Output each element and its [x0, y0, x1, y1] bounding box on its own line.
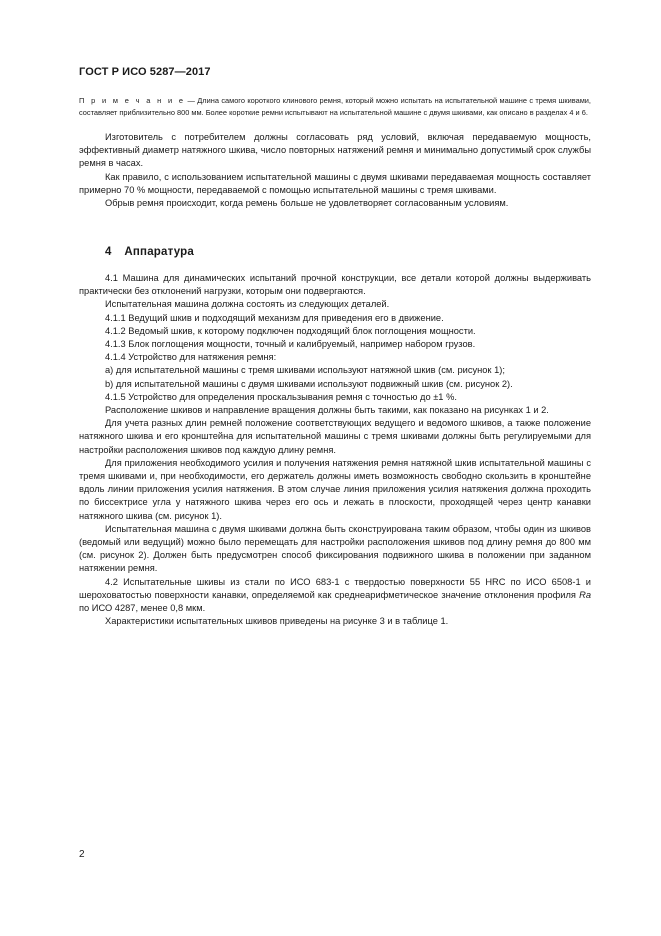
paragraph-belt-lengths: Для учета разных длин ремней положение соответствующих ведущего и ведомого шкивов, а также положение натяжного шкива и его кронштейна для испытательной машины с тремя шкивами должны быть регулируемыми для настройки расположения шкивов под каждую длину ремня.	[79, 418, 591, 455]
paragraph-4-2	[79, 576, 591, 616]
paragraph-4-1: 4.1 Машина для динамических испытаний прочной конструкции, все детали которой должны выдерживать практически без отклонений нагрузки, которым они подвергаются.	[79, 273, 591, 297]
paragraph-two-pulley-machine: Испытательная машина с двумя шкивами должна быть сконструирована таким образом, чтобы один из шкивов (ведомый или ведущий) можно было перемещать для настройки расположения шкивов под длину ремня до 800 мм (см. рисунок 2). Должен быть предусмотрен способ фиксирования подвижного шкива в положении при заданном натяжении ремня.	[79, 523, 591, 574]
section-heading	[105, 246, 194, 258]
list-item-b: b) для испытательной машины с двумя шкивами используют подвижный шкив (см. рисунок 2).	[105, 378, 513, 389]
paragraph-conditions: Изготовитель с потребителем должны согласовать ряд условий, включая передаваемую мощность, эффективный диаметр натяжного шкива, число повторных натяжений ремня и минимально допустимый срок службы ремня в часах.	[79, 132, 591, 169]
paragraph-4-1-4: 4.1.4 Устройство для натяжения ремня:	[105, 352, 277, 363]
paragraph-4-1-3: 4.1.3 Блок поглощения мощности, точный и калибруемый, например набором грузов.	[105, 339, 476, 350]
paragraph-4-1-5: 4.1.5 Устройство для определения проскальзывания ремня с точностью до ±1 %.	[105, 391, 457, 402]
page-number: 2	[79, 849, 85, 860]
paragraph-4-1-1: 4.1.1 Ведущий шкив и подходящий механизм для приведения его в движение.	[105, 312, 444, 323]
paragraph-4-1-2: 4.1.2 Ведомый шкив, к которому подключен подходящий блок поглощения мощности.	[105, 325, 476, 336]
paragraph-pulley-characteristics: Характеристики испытательных шкивов приведены на рисунке 3 и в таблице 1.	[105, 616, 449, 627]
document-header: ГОСТ Р ИСО 5287—2017	[79, 66, 211, 78]
note-text: — Длина самого короткого клинового ремня, который можно испытать на испытательной машине с тремя шкивами, составляет приблизительно 800 мм. Более короткие ремни испытывают на испытательной машине с двумя шкивами, как описано в разделах 4 и 6.	[79, 96, 591, 117]
note-label: П р и м е ч а н и е	[79, 96, 186, 105]
paragraph-power-ratio: Как правило, с использованием испытательной машины с двумя шкивами передаваемая мощность составляет примерно 70 % мощности, передаваемой с помощью испытательной машины с тремя шкивами.	[79, 171, 591, 195]
section-title-text: Аппаратура	[124, 246, 195, 258]
section-number: 4	[105, 246, 112, 258]
list-item-a: a) для испытательной машины с тремя шкивами используют натяжной шкив (см. рисунок 1);	[105, 365, 505, 376]
ra-symbol: Ra	[579, 589, 591, 600]
paragraph-parts: Испытательная машина должна состоять из следующих деталей.	[105, 299, 390, 310]
section-body	[79, 272, 591, 628]
paragraph-pulley-position: Расположение шкивов и направление вращения должны быть такими, как показано на рисунках 1 и 2.	[105, 405, 549, 416]
note-paragraph	[79, 95, 591, 119]
paragraph-4-2-part2: по ИСО 4287, менее 0,8 мкм.	[79, 603, 206, 614]
intro-block	[79, 131, 591, 210]
paragraph-tension-force: Для приложения необходимого усилия и получения натяжения ремня натяжной шкив испытательной машины с тремя шкивами и, при необходимости, его держатель должны иметь возможность свободно скользить в кронштейне вдоль линии приложения усилия натяжения. В этом случае линия приложения усилия натяжения должна проходить по биссектрисе угла у натяжного шкива через его ось и лежать в плоскости, проходящей через центр канавки натяжного шкива (см. рисунок 1).	[79, 457, 591, 521]
paragraph-4-2-part1: 4.2 Испытательные шкивы из стали по ИСО 683-1 с твердостью поверхности 55 HRC по ИСО 6508-1 и шероховатостью поверхности канавки, определяемой как среднеарифметическое значение отклонения профиля	[79, 576, 591, 600]
paragraph-belt-break: Обрыв ремня происходит, когда ремень больше не удовлетворяет согласованным условиям.	[105, 198, 509, 209]
